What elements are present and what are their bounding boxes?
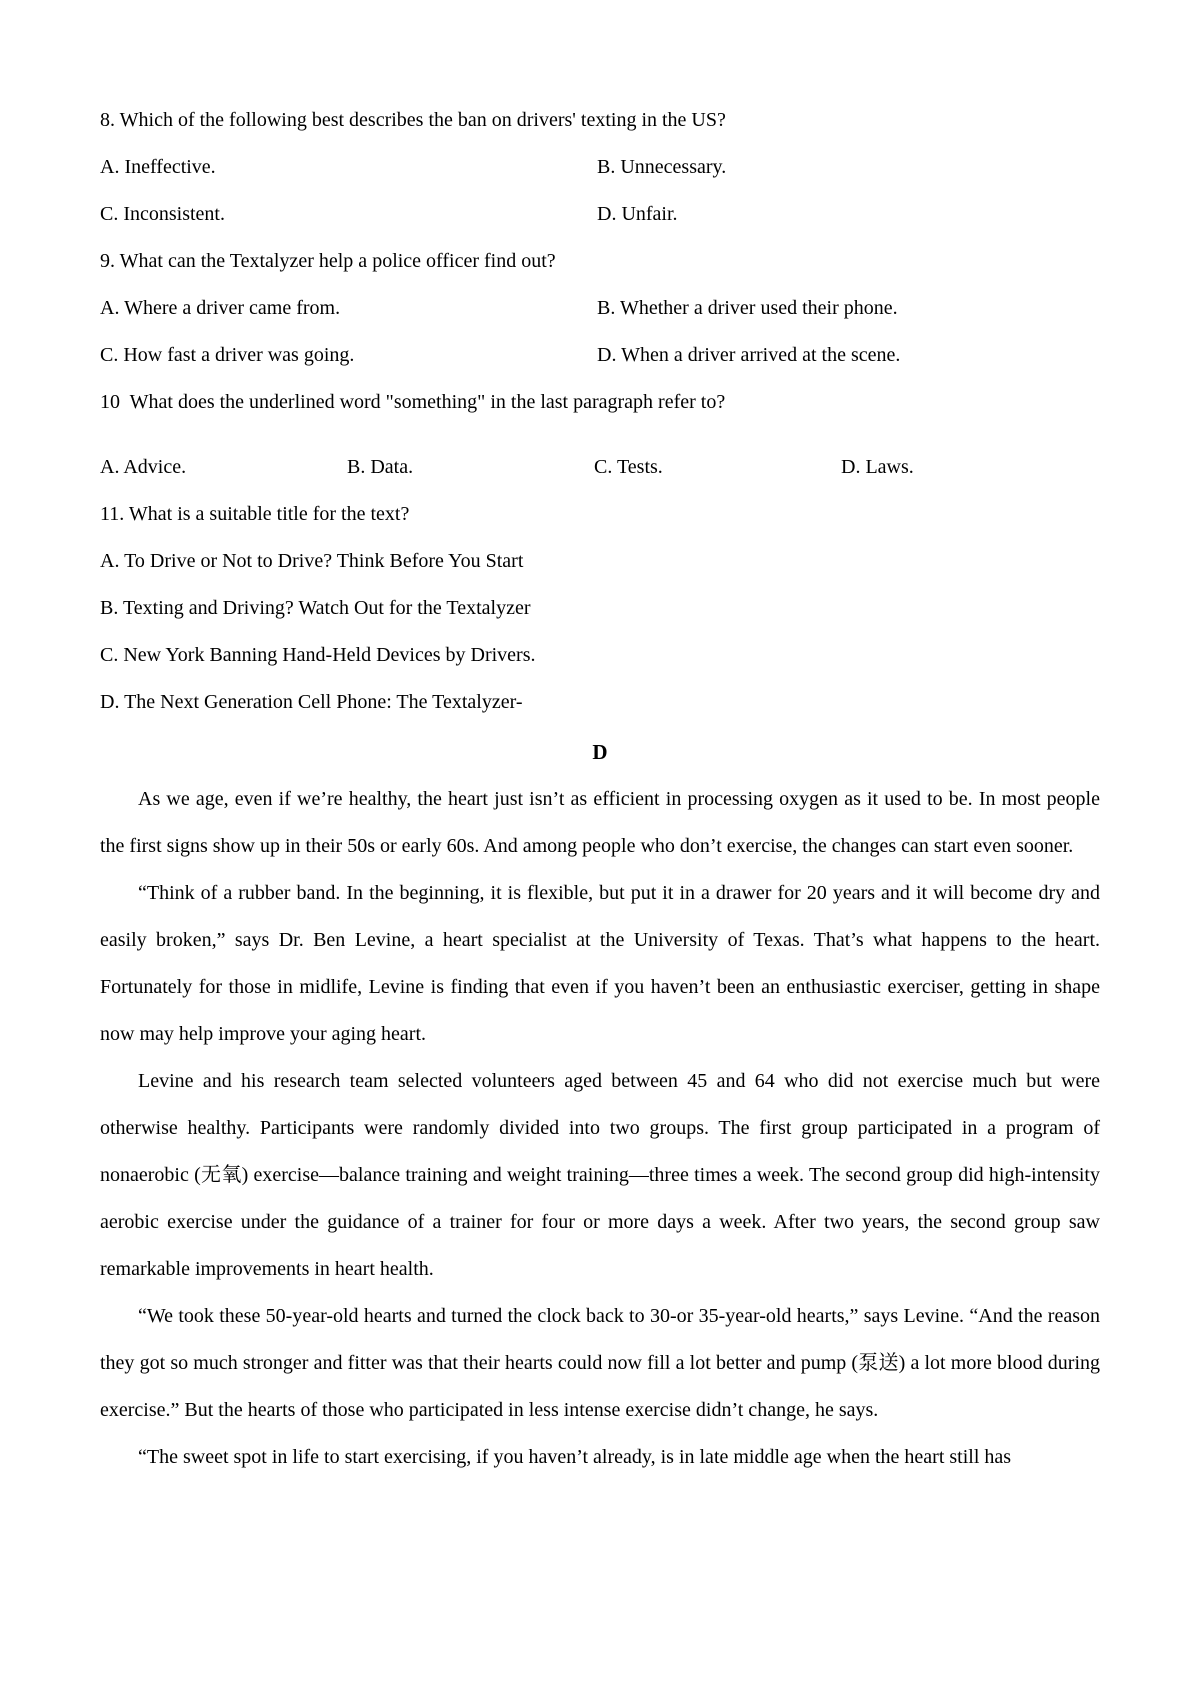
question-10-option-b: B. Data. <box>347 456 414 478</box>
question-8-option-c: C. Inconsistent. <box>100 203 225 225</box>
question-8-options-row-1 <box>100 144 1100 191</box>
question-9-options-row-2 <box>100 332 1100 379</box>
question-11-stem: 11. What is a suitable title for the text? <box>100 503 410 525</box>
question-9-options-row-1 <box>100 285 1100 332</box>
question-11-option-a: A. To Drive or Not to Drive? Think Before You Start <box>100 550 524 572</box>
question-10-option-d: D. Laws. <box>841 456 914 478</box>
question-8-option-d: D. Unfair. <box>597 203 678 225</box>
question-10-stem: 10 What does the underlined word "something" in the last paragraph refer to? <box>100 391 726 413</box>
question-9-stem: 9. What can the Textalyzer help a police officer find out? <box>100 250 556 272</box>
question-11-option-c: C. New York Banning Hand-Held Devices by Drivers. <box>100 644 536 666</box>
passage-section-heading: D <box>592 740 608 764</box>
question-11-option-d: D. The Next Generation Cell Phone: The Textalyzer- <box>100 691 523 713</box>
passage-paragraph-4: “We took these 50-year-old hearts and turned the clock back to 30-or 35-year-old hearts,” says Levine. “And the reason they got so much stronger and fitter was that their hearts could now fill a lot better and pump (泵送) a lot more blood during exercise.” But the hearts of those who participated in less intense exercise didn’t change, he says. <box>100 1305 1100 1421</box>
passage-paragraph-5: “The sweet spot in life to start exercising, if you haven’t already, is in late middle age when the heart still has <box>138 1446 1012 1468</box>
question-8-option-b: B. Unnecessary. <box>597 156 727 178</box>
question-9-option-d: D. When a driver arrived at the scene. <box>597 344 901 366</box>
passage-paragraph-1: As we age, even if we’re healthy, the heart just isn’t as efficient in processing oxygen as it used to be. In most people the first signs show up in their 50s or early 60s. And among people who don’t exercise, the changes can start even sooner. <box>100 788 1100 857</box>
question-10-option-a: A. Advice. <box>100 456 187 478</box>
question-10-option-c: C. Tests. <box>594 456 663 478</box>
question-9-option-b: B. Whether a driver used their phone. <box>597 297 898 319</box>
passage-paragraph-3: Levine and his research team selected volunteers aged between 45 and 64 who did not exercise much but were otherwise healthy. Participants were randomly divided into two groups. The first group participated in a program of nonaerobic (无氧) exercise—balance training and weight training—three times a week. The second group did high-intensity aerobic exercise under the guidance of a trainer for four or more days a week. After two years, the second group saw remarkable improvements in heart health. <box>100 1070 1100 1280</box>
question-9-option-c: C. How fast a driver was going. <box>100 344 355 366</box>
question-9-option-a: A. Where a driver came from. <box>100 297 341 319</box>
question-8-stem: 8. Which of the following best describes the ban on drivers' texting in the US? <box>100 109 726 131</box>
question-8-options-row-2 <box>100 191 1100 238</box>
question-8-option-a: A. Ineffective. <box>100 156 216 178</box>
question-11-option-b: B. Texting and Driving? Watch Out for the Textalyzer <box>100 597 531 619</box>
passage-paragraph-2: “Think of a rubber band. In the beginning, it is flexible, but put it in a drawer for 20 years and it will become dry and easily broken,” says Dr. Ben Levine, a heart specialist at the University of Texas. That’s what happens to the heart. Fortunately for those in midlife, Levine is finding that even if you haven’t been an enthusiastic exerciser, getting in shape now may help improve your aging heart. <box>100 882 1100 1045</box>
question-10-options-row <box>100 444 1100 491</box>
